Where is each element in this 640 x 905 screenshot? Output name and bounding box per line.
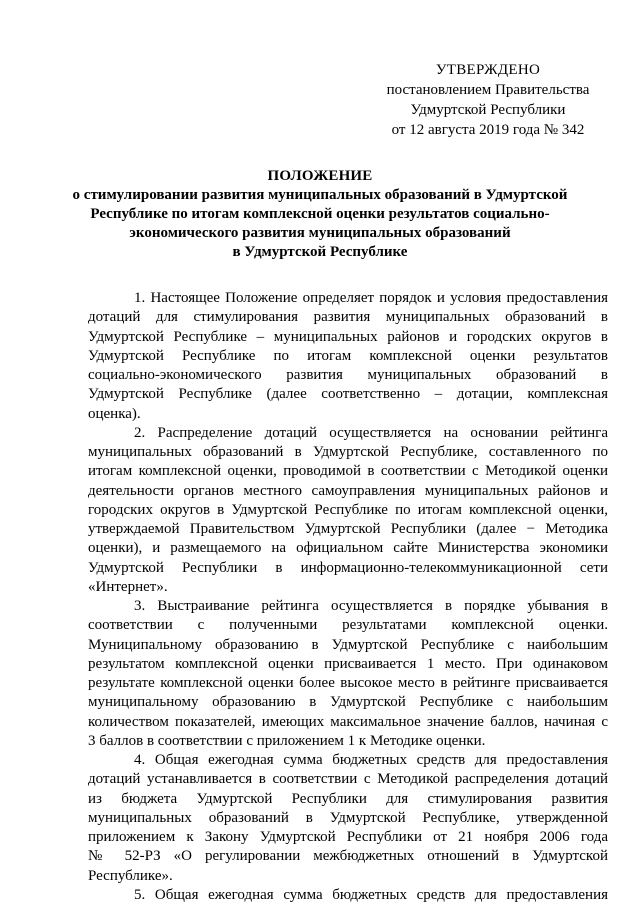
paragraph-line: Удмуртской Республике (далее соответственно – дотации, комплексная [88, 386, 608, 403]
paragraph-line: Муниципальному образованию в Удмуртской Республике с наибольшим [88, 636, 608, 653]
paragraph-line: № 52-РЗ «О регулировании межбюджетных отношений в Удмуртской [88, 848, 608, 865]
paragraph-line: дотаций устанавливается в соответствии с Методикой распределения дотаций [88, 771, 608, 788]
paragraph-line: соответствии с полученными результатами комплексной оценки. [88, 617, 608, 634]
approval-heading: УТВЕРЖДЕНО [435, 62, 541, 78]
paragraph-line: дотаций для стимулирования развития муниципальных образований в [88, 309, 608, 326]
paragraph-line: 1. Настоящее Положение определяет порядок и условия предоставления [134, 290, 608, 306]
paragraph-line: Республике». [88, 867, 173, 884]
paragraph-line: утверждаемой Правительством Удмуртской Республики (далее − Методика [88, 521, 608, 537]
title-heading: ПОЛОЖЕНИЕ [267, 168, 373, 184]
paragraph-line: социально-экономического развития муниципальных образований в [88, 367, 608, 383]
approval-line: постановлением Правительства [386, 82, 590, 98]
paragraph-line: результате комплексной оценки более высокое место в рейтинге присваивается [88, 675, 608, 691]
paragraph-line: из бюджета Удмуртской Республики для стимулирования развития [88, 790, 608, 807]
paragraph-1 [88, 289, 608, 424]
paragraph-line: приложением к Закону Удмуртской Республики от 21 ноября 2006 года [88, 829, 608, 845]
paragraph-line: 3 баллов в соответствии с приложением 1 к Методике оценки. [88, 732, 486, 749]
title-line: в Удмуртской Республике [232, 244, 408, 260]
paragraph-line: деятельности органов местного самоуправления муниципальных районов и [88, 482, 608, 499]
paragraph-line: городских округов в Удмуртской Республике по итогам комплексной оценки, [88, 501, 608, 518]
paragraph-line: оценки), и размещаемого на официальном сайте Министерства экономики [88, 540, 608, 557]
paragraph-line: муниципальных образований в Удмуртской Республике, утвержденной [88, 809, 608, 826]
paragraph-line: 2. Распределение дотаций осуществляется на основании рейтинга [134, 424, 608, 441]
paragraph-line: 3. Выстраивание рейтинга осуществляется в порядке убывания в [134, 598, 608, 614]
document-body [88, 289, 608, 905]
paragraph-4 [88, 751, 608, 886]
title-line: Республике по итогам комплексной оценки результатов социально- [90, 206, 550, 222]
paragraph-line: 4. Общая ежегодная сумма бюджетных средств для предоставления [134, 752, 608, 768]
approval-stamp [368, 60, 608, 140]
paragraph-line: Удмуртской Республики в информационно-телекоммуникационной сети [88, 559, 608, 576]
paragraph-line: 5. Общая ежегодная сумма бюджетных средств для предоставления [134, 886, 608, 903]
paragraph-line: оценка). [88, 405, 141, 422]
paragraph-line: Удмуртской Республике – муниципальных районов и городских округов в [88, 328, 608, 345]
document-title [70, 167, 570, 262]
paragraph-line: результатом комплексной оценки присваивается 1 место. При одинаковом [88, 655, 608, 672]
paragraph-line: Удмуртской Республике по итогам комплексной оценки результатов [88, 347, 608, 364]
title-line: о стимулировании развития муниципальных образований в Удмуртской [72, 187, 568, 203]
paragraph-line: количеством показателей, имеющих максимальное значение баллов, начиная с [88, 713, 608, 730]
paragraph-line: муниципальному образованию в Удмуртской Республике с наибольшим [88, 694, 608, 711]
approval-line: от 12 августа 2019 года № 342 [391, 122, 585, 138]
paragraph-5 [88, 886, 608, 905]
paragraph-line: муниципальных образований в Удмуртской Республике, составленного по [88, 444, 608, 460]
title-line: экономического развития муниципальных образований [129, 225, 511, 241]
paragraph-2 [88, 424, 608, 597]
paragraph-line: «Интернет». [88, 578, 168, 595]
approval-line: Удмуртской Республики [410, 102, 566, 118]
paragraph-3 [88, 597, 608, 751]
paragraph-line: итогам комплексной оценки, проводимой в соответствии с Методикой оценки [88, 463, 608, 480]
